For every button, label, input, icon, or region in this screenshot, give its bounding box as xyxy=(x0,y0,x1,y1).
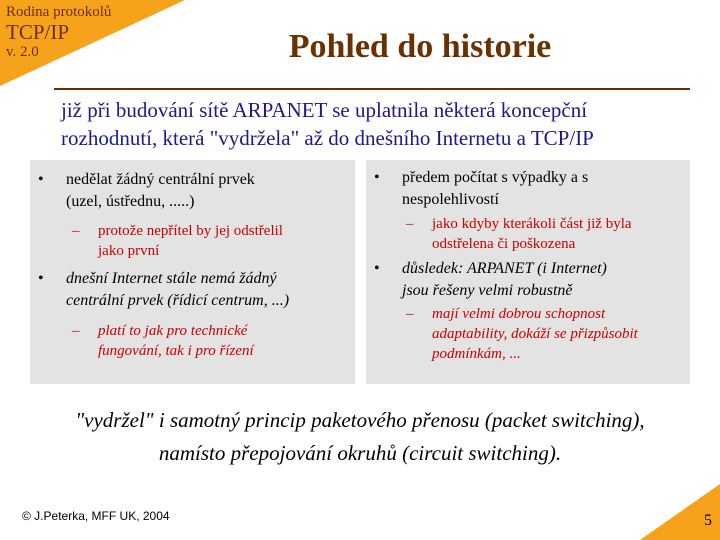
dash-glyph: – xyxy=(72,323,80,339)
left-subbullet-2-line-2: fungování, tak i pro řízení xyxy=(98,343,254,359)
course-version: v. 2.0 xyxy=(6,44,39,60)
left-bullet-2-line-2: centrální prvek (řídicí centrum, ...) xyxy=(66,292,290,309)
conclusion-line-1: "vydržel" i samotný princip paketového přenosu (packet switching), xyxy=(75,408,645,432)
left-subbullet-2-line-1: platí to jak pro technické xyxy=(98,323,248,339)
left-content-box xyxy=(30,160,355,384)
right-subbullet-1-line-1: jako kdyby kterákoli část již byla xyxy=(432,216,632,232)
right-subbullet-2-line-1: mají velmi dobrou schopnost xyxy=(432,306,606,322)
dash-glyph: – xyxy=(72,223,80,239)
bullet-glyph: • xyxy=(38,270,44,287)
right-subbullet-2-line-3: podmínkám, ... xyxy=(432,346,521,362)
right-subbullet-1-line-2: odstřelena či poškozena xyxy=(432,236,576,252)
right-bullet-1-line-2: nespolehlivostí xyxy=(402,191,499,208)
left-subbullet-2 xyxy=(72,321,352,361)
left-subbullet-1-line-2: jako první xyxy=(98,243,160,259)
left-bullet-1-line-1: nedělat žádný centrální prvek xyxy=(66,171,255,188)
intro-line-1: již při budování sítě ARPANET se uplatnila některá koncepční xyxy=(61,98,588,122)
left-bullet-2-line-1: dnešní Internet stále nemá žádný xyxy=(66,270,277,287)
left-bullet-1 xyxy=(38,169,348,213)
intro-line-2: rozhodnutí, která "vydržela" až do dnešního Internetu a TCP/IP xyxy=(61,126,594,150)
right-subbullet-2 xyxy=(406,304,688,364)
left-bullet-2 xyxy=(38,268,353,312)
right-bullet-1 xyxy=(374,167,684,211)
conclusion-text xyxy=(20,404,700,470)
left-bullet-1-line-2: (uzel, ústřednu, .....) xyxy=(66,193,195,210)
dash-glyph: – xyxy=(406,216,414,232)
right-subbullet-1 xyxy=(406,214,688,254)
right-bullet-2-line-2: jsou řešeny velmi robustně xyxy=(402,282,573,299)
right-subbullet-2-line-2: adaptability, dokáží se přizpůsobit xyxy=(432,326,638,342)
bullet-glyph: • xyxy=(374,169,380,186)
slide-title: Pohled do historie xyxy=(288,28,552,65)
footer-copyright: © J.Peterka, MFF UK, 2004 xyxy=(22,509,170,523)
right-bullet-2-line-1: důsledek: ARPANET (i Internet) xyxy=(402,260,607,277)
dash-glyph: – xyxy=(406,306,414,322)
bullet-glyph: • xyxy=(38,171,44,188)
intro-text xyxy=(61,96,701,152)
course-protocol: TCP/IP xyxy=(6,20,70,44)
page-number: 5 xyxy=(704,512,712,529)
left-subbullet-1 xyxy=(72,221,352,261)
right-bullet-2 xyxy=(374,258,686,302)
conclusion-line-2: namísto přepojování okruhů (circuit switching). xyxy=(158,441,562,465)
bullet-glyph: • xyxy=(374,260,380,277)
right-content-box xyxy=(366,160,690,384)
title-divider xyxy=(54,88,690,90)
right-bullet-1-line-1: předem počítat s výpadky a s xyxy=(402,169,589,186)
left-subbullet-1-line-1: protože nepřítel by jej odstřelil xyxy=(98,223,283,239)
course-name: Rodina protokolů xyxy=(6,4,112,20)
